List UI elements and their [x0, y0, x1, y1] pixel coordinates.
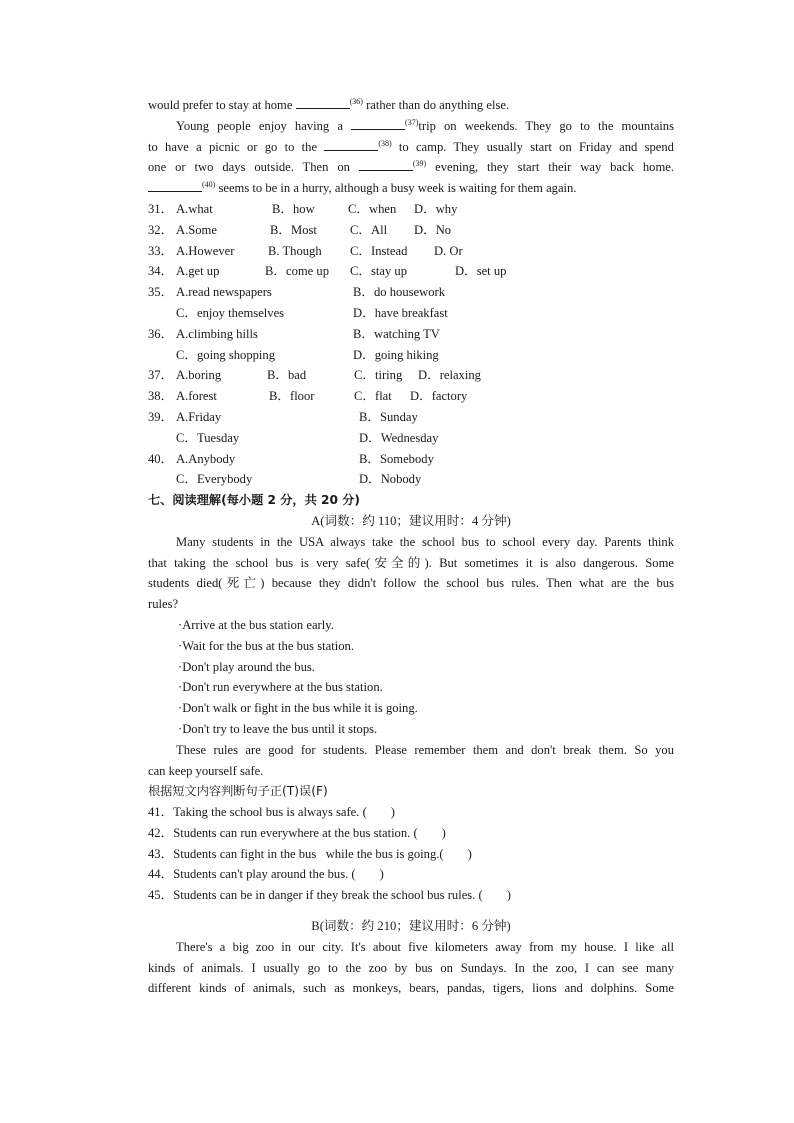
tf-row — [148, 885, 674, 906]
section-heading: 七、阅读理解(每小题 2 分，共 20 分) — [148, 493, 360, 508]
option-d[interactable]: D．going hiking — [353, 347, 439, 362]
question-row — [148, 365, 674, 386]
option-b[interactable]: B．how — [272, 201, 315, 216]
option-a[interactable]: A.get up — [176, 264, 220, 279]
question-number: 45． — [148, 888, 174, 903]
statement-text: Students can be in danger if they break the school bus rules. ( — [173, 888, 483, 903]
passage-line: students died(死亡) because they didn't follow the school bus rules. Then what are the bus — [148, 576, 674, 591]
option-a[interactable]: A.read newspapers — [176, 285, 272, 300]
rule-item: ·Don't walk or fight in the bus while it is going. — [178, 701, 418, 716]
cloze-text: would prefer to stay at home — [148, 98, 293, 112]
blank-number: (39) — [412, 159, 427, 169]
question-row — [148, 282, 674, 303]
question-row — [148, 241, 674, 262]
option-b[interactable]: B．do housework — [353, 285, 445, 300]
option-d[interactable]: D．relaxing — [418, 368, 481, 383]
question-row — [148, 345, 674, 366]
option-d[interactable]: D．Wednesday — [359, 430, 439, 445]
question-row — [148, 449, 674, 470]
question-number: 35． — [148, 285, 174, 300]
question-number: 34． — [148, 264, 174, 279]
rule-item: ·Wait for the bus at the bus station. — [178, 638, 354, 653]
cloze-line — [148, 95, 674, 116]
answer-blank[interactable] — [351, 116, 405, 130]
option-d[interactable]: D．have breakfast — [353, 305, 448, 320]
answer-blank[interactable] — [359, 157, 413, 171]
close-paren: ) — [441, 825, 446, 840]
tf-row — [148, 844, 674, 865]
answer-blank[interactable] — [296, 95, 350, 109]
passage-line: different kinds of animals, such as monkeys, bears, pandas, tigers, lions and dolphins. Some — [148, 981, 674, 996]
cloze-text: seems to be in a hurry, although a busy week is waiting for them again. — [215, 181, 577, 196]
close-paren: ) — [506, 888, 511, 903]
rule-item: ·Don't play around the bus. — [178, 659, 315, 674]
option-c[interactable]: C．enjoy themselves — [176, 305, 285, 320]
option-a[interactable]: A.Anybody — [176, 451, 236, 466]
question-number: 44． — [148, 867, 174, 882]
tf-row — [148, 864, 674, 885]
option-c[interactable]: C．tiring — [354, 368, 403, 383]
question-number: 31． — [148, 201, 174, 216]
statement-text: Students can fight in the bus while the bus is going.( — [173, 846, 444, 861]
answer-blank[interactable] — [324, 137, 378, 151]
option-d[interactable]: D．Nobody — [359, 472, 422, 487]
question-number: 41． — [148, 805, 174, 820]
close-paren: ) — [467, 846, 472, 861]
question-number: 40． — [148, 451, 174, 466]
passage-a-title: A(词数：约 110；建议用时：4 分钟) — [311, 513, 511, 528]
passage-line: rules? — [148, 597, 179, 612]
option-a[interactable]: A.forest — [176, 389, 217, 404]
cloze-text: Young people enjoy having a — [176, 118, 352, 133]
question-number: 37． — [148, 368, 174, 383]
question-row — [148, 220, 674, 241]
option-a[interactable]: A.climbing hills — [176, 326, 258, 341]
question-number: 39． — [148, 409, 174, 424]
option-c[interactable]: C．when — [348, 201, 397, 216]
option-d[interactable]: D．No — [414, 222, 452, 237]
cloze-line — [148, 116, 674, 137]
multiple-choice-list — [148, 199, 674, 490]
option-a[interactable]: A.Friday — [176, 409, 222, 424]
blank-number: (40) — [202, 180, 216, 190]
cloze-line — [148, 178, 674, 199]
passage-line: These rules are good for students. Please remember them and don't break them. So you — [176, 742, 674, 757]
cloze-text: rather than do anything else. — [362, 98, 510, 112]
option-b[interactable]: B．Most — [270, 222, 317, 237]
exam-page — [148, 95, 674, 999]
statement-text: Taking the school bus is always safe. ( — [173, 805, 367, 820]
question-number: 32． — [148, 222, 174, 237]
cloze-text: one or two days outside. Then on — [148, 160, 359, 175]
passage-line: kinds of animals. I usually go to the zoo by bus on Sundays. In the zoo, I can see many — [148, 960, 674, 975]
tf-row — [148, 802, 674, 823]
rule-item: ·Don't run everywhere at the bus station. — [178, 680, 383, 695]
option-a[interactable]: A.However — [176, 243, 235, 258]
option-c[interactable]: C．flat — [354, 389, 392, 404]
tf-row — [148, 823, 674, 844]
option-a[interactable]: A.Some — [176, 222, 217, 237]
option-d[interactable]: D．factory — [410, 389, 468, 404]
question-row — [148, 324, 674, 345]
question-number: 42． — [148, 825, 174, 840]
cloze-text: to camp. They usually start on Friday and spend — [391, 139, 674, 154]
cloze-line — [148, 157, 674, 178]
question-row — [148, 386, 674, 407]
answer-blank[interactable] — [148, 178, 202, 192]
tf-instruction: 根据短文内容判断句子正(T)误(F) — [148, 784, 328, 799]
option-c[interactable]: C．Everybody — [176, 472, 253, 487]
option-b[interactable]: B．watching TV — [353, 326, 440, 341]
option-d[interactable]: D．why — [414, 201, 458, 216]
passage-line: that taking the school bus is very safe(安全的). But sometimes it is also dangerous. Some — [148, 555, 674, 570]
question-number: 43． — [148, 846, 174, 861]
cloze-line — [148, 137, 674, 158]
question-row — [148, 469, 674, 490]
question-number: 36． — [148, 326, 174, 341]
option-a[interactable]: A.what — [176, 201, 213, 216]
blank-number: (37) — [405, 117, 419, 127]
rule-item: ·Arrive at the bus station early. — [178, 617, 334, 632]
cloze-text: to have a picnic or go to the — [148, 139, 325, 154]
question-row — [148, 199, 674, 220]
option-c[interactable]: C．Instead — [350, 243, 408, 258]
question-number: 33． — [148, 243, 174, 258]
option-b[interactable]: B．come up — [265, 264, 330, 279]
option-c[interactable]: C．going shopping — [176, 347, 276, 362]
passage-line: can keep yourself safe. — [148, 763, 264, 778]
blank-number: (36) — [349, 97, 363, 106]
statement-text: Students can run everywhere at the bus station. ( — [173, 825, 418, 840]
passage-b-title: B(词数：约 210；建议用时：6 分钟) — [311, 919, 511, 934]
option-a[interactable]: A.boring — [176, 368, 222, 383]
statement-text: Students can't play around the bus. ( — [173, 867, 356, 882]
option-d[interactable]: D. Or — [434, 243, 463, 258]
true-false-list — [148, 802, 674, 906]
option-b[interactable]: B．bad — [267, 368, 307, 383]
question-row — [148, 428, 674, 449]
question-row — [148, 407, 674, 428]
close-paren: ) — [390, 805, 395, 820]
option-b[interactable]: B．Somebody — [359, 451, 434, 466]
option-b[interactable]: B. Though — [268, 243, 322, 258]
close-paren: ) — [379, 867, 384, 882]
cloze-text: trip on weekends. They go to the mountains — [418, 118, 674, 133]
option-b[interactable]: B．floor — [269, 389, 315, 404]
option-c[interactable]: C．All — [350, 222, 388, 237]
passage-line: There's a big zoo in our city. It's about five kilometers away from my house. I like all — [176, 939, 674, 954]
option-b[interactable]: B．Sunday — [359, 409, 418, 424]
option-d[interactable]: D．set up — [455, 264, 507, 279]
blank-number: (38) — [378, 138, 392, 148]
cloze-text: evening, they start their way back home. — [426, 160, 674, 175]
question-number: 38． — [148, 389, 174, 404]
passage-line: Many students in the USA always take the school bus to school every day. Parents think — [176, 534, 674, 549]
question-row — [148, 303, 674, 324]
option-c[interactable]: C．Tuesday — [176, 430, 240, 445]
question-row — [148, 261, 674, 282]
option-c[interactable]: C．stay up — [350, 264, 408, 279]
rule-item: ·Don't try to leave the bus until it stops. — [178, 721, 378, 736]
